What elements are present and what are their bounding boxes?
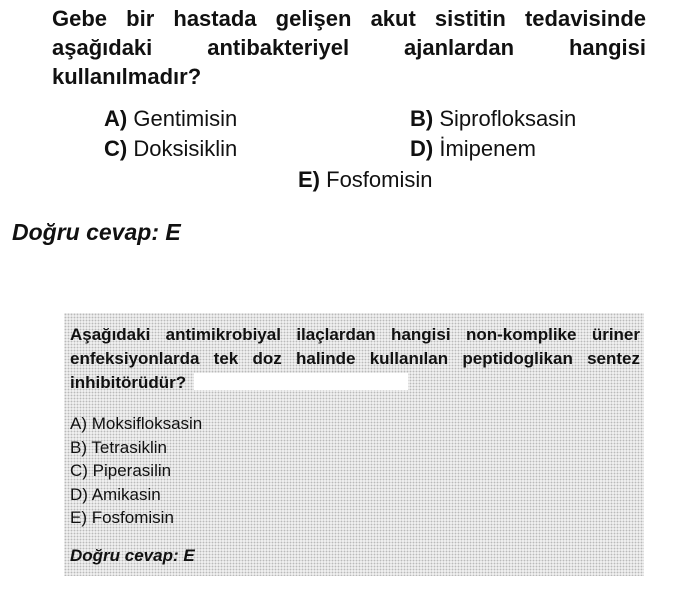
- q2-option-c: C) Piperasilin: [70, 461, 172, 480]
- question-1-text: Gebe bir hastada gelişen akut sistitin tedavisinde aşağıdaki antibakteriyel ajanlardan hangisi kullanılmadır?: [52, 6, 646, 89]
- q1-option-d-letter: D): [410, 136, 434, 161]
- q2-option-e: E) Fosfomisin: [70, 508, 174, 527]
- q1-option-a: [104, 106, 237, 132]
- q1-option-e: [298, 167, 432, 193]
- q1-option-a-text: Gentimisin: [133, 106, 238, 131]
- q1-option-b: [410, 106, 576, 132]
- q1-option-c: [104, 136, 237, 162]
- question-2-text: Aşağıdaki antimikrobiyal ilaçlardan hangisi non-komplike üriner enfeksiyonlarda tek doz halinde kullanılan peptidoglikan sentez inhibitörüdür?: [70, 325, 640, 392]
- redacted-area: [194, 373, 408, 390]
- q2-option-d: D) Amikasin: [70, 484, 161, 504]
- question-2: [70, 323, 640, 395]
- q2-options: [70, 412, 202, 530]
- q1-option-b-letter: B): [410, 106, 434, 131]
- q1-option-b-text: Siprofloksasin: [439, 106, 577, 131]
- q1-option-c-letter: C): [104, 136, 128, 161]
- q1-option-e-text: Fosfomisin: [326, 167, 433, 192]
- q1-correct-answer: Doğru cevap: E: [12, 219, 181, 245]
- q1-option-d: [410, 136, 536, 162]
- q1-option-d-text: İmipenem: [439, 136, 536, 161]
- q1-option-a-letter: A): [104, 106, 128, 131]
- question-2-box: [64, 313, 644, 576]
- q1-option-e-letter: E): [298, 167, 320, 192]
- q2-correct-answer: Doğru cevap: E: [70, 546, 195, 565]
- q2-option-b: B) Tetrasiklin: [70, 437, 167, 457]
- q1-option-c-text: Doksisiklin: [133, 136, 238, 161]
- q2-option-a: A) Moksifloksasin: [70, 414, 203, 433]
